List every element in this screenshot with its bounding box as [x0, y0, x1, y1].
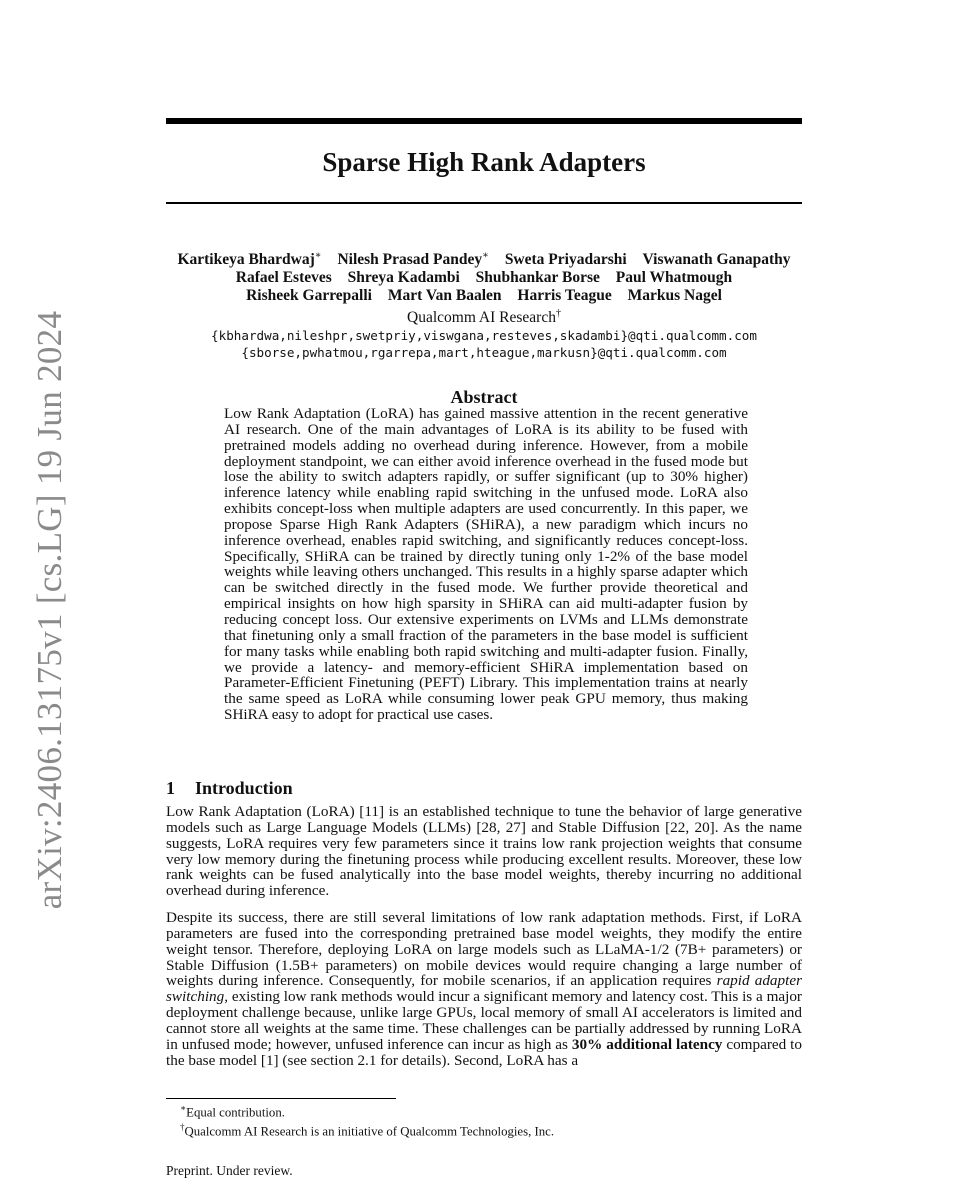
author-name: Viswanath Ganapathy [642, 251, 791, 269]
author-name: Risheek Garrepalli [246, 287, 372, 305]
email-line-2: {sborse,pwhatmou,rgarrepa,mart,hteague,markusn}@qti.qualcomm.com [241, 345, 727, 361]
footnote-2: †Qualcomm AI Research is an initiative of Qualcomm Technologies, Inc. [180, 1122, 555, 1139]
author-block [166, 247, 802, 361]
intro-paragraph-1: Low Rank Adaptation (LoRA) [11] is an established technique to tune the behavior of large generative models such as Large Language Models (LLMs) [28, 27] and Stable Diffusion [22, 20]. As the name suggests, LoRA requires very few parameters since it trains low rank projection weights that consume very low memory during the finetuning process while producing excellent results. Moreover, these low rank weights can be fused analytically into the base model weights, thereby incurring no additional overhead during inference. [166, 803, 802, 900]
author-line-2 [166, 269, 802, 287]
author-name: Harris Teague [517, 287, 612, 305]
intro-paragraph-2: Despite its success, there are still several limitations of low rank adaptation methods. First, if LoRA parameters are fused into the corresponding pretrained base model weights, they modify the entire weight tensor. Therefore, deploying LoRA on large models such as LLaMA-1/2 (7B+ parameters) or Stable Diffusion (1.5B+ parameters) on mobile devices would require changing a large number of weights during inference. Consequently, for mobile scenarios, if an application requires rapid adapter switching, existing low rank methods would incur a significant memory and latency cost. This is a major deployment challenge because, unlike large GPUs, local memory of small AI accelerators is limited and cannot store all weights at the same time. These challenges can be partially addressed by running LoRA in unfused mode; however, unfused inference can incur as high as 30% additional latency compared to the base model [1] (see section 2.1 for details). Second, LoRA has a [166, 909, 802, 1069]
author-name: Kartikeya Bhardwaj∗ [177, 250, 322, 269]
affiliation: Qualcomm AI Research† [407, 308, 561, 327]
section-number: 1 [166, 778, 175, 798]
author-line-1 [166, 247, 802, 269]
author-name: Mart Van Baalen [387, 287, 502, 305]
author-name: Rafael Esteves [235, 269, 332, 287]
arxiv-side-identifier [0, 310, 100, 910]
footnote-1: ∗Equal contribution. [180, 1103, 285, 1120]
abstract-text: Low Rank Adaptation (LoRA) has gained massive attention in the recent generative AI research. One of the main advantages of LoRA is its ability to be fused with pretrained models adding no overhead during inference. However, from a mobile deployment standpoint, we can either avoid inference overhead in the fused mode but lose the ability to switch adapters rapidly, or suffer significant (up to 30% higher) inference latency while enabling rapid switching in the unfused mode. LoRA also exhibits concept-loss when multiple adapters are used concurrently. In this paper, we propose Sparse High Rank Adapters (SHiRA), a new paradigm which incurs no inference overhead, enables rapid switching, and significantly reduces concept-loss. Specifically, SHiRA can be trained by directly tuning only 1-2% of the base model weights while leaving others unchanged. This results in a highly sparse adapter which can be switched directly in the fused mode. We further provide theoretical and empirical insights on how high sparsity in SHiRA can aid multi-adapter fusion by reducing concept loss. Our extensive experiments on LVMs and LLMs demonstrate that finetuning only a small fraction of the parameters in the base model is sufficient for many tasks while enabling both rapid switching and multi-adapter fusion. Finally, we provide a latency- and memory-efficient SHiRA implementation based on Parameter-Efficient Finetuning (PEFT) Library. This implementation trains at nearly the same speed as LoRA while consuming lower peak GPU memory, thus making SHiRA easy to adopt for practical use cases. [224, 405, 748, 724]
title-bottom-rule [166, 202, 802, 204]
bold-text: 30% additional latency [571, 1035, 723, 1053]
author-name: Sweta Priyadarshi [504, 251, 627, 269]
title-top-rule [166, 118, 802, 124]
arxiv-identifier-text: arXiv:2406.13175v1 [cs.LG] 19 Jun 2024 [30, 310, 69, 910]
author-name: Paul Whatmough [615, 269, 733, 287]
author-name: Shubhankar Borse [475, 269, 600, 287]
author-name: Shreya Kadambi [347, 269, 460, 287]
paper-title: Sparse High Rank Adapters [322, 147, 646, 177]
author-name: Markus Nagel [627, 287, 722, 305]
section-heading [166, 777, 802, 799]
section-title: Introduction [195, 778, 293, 798]
emphasis-text: rapid adapter switching [166, 972, 802, 1006]
preprint-footer: Preprint. Under review. [166, 1163, 293, 1178]
author-line-3 [166, 287, 802, 305]
email-line-1: {kbhardwa,nileshpr,swetpriy,viswgana,resteves,skadambi}@qti.qualcomm.com [211, 328, 757, 344]
author-name: Nilesh Prasad Pandey∗ [337, 250, 489, 269]
footnote-rule [166, 1098, 396, 1099]
abstract-heading: Abstract [450, 387, 518, 407]
